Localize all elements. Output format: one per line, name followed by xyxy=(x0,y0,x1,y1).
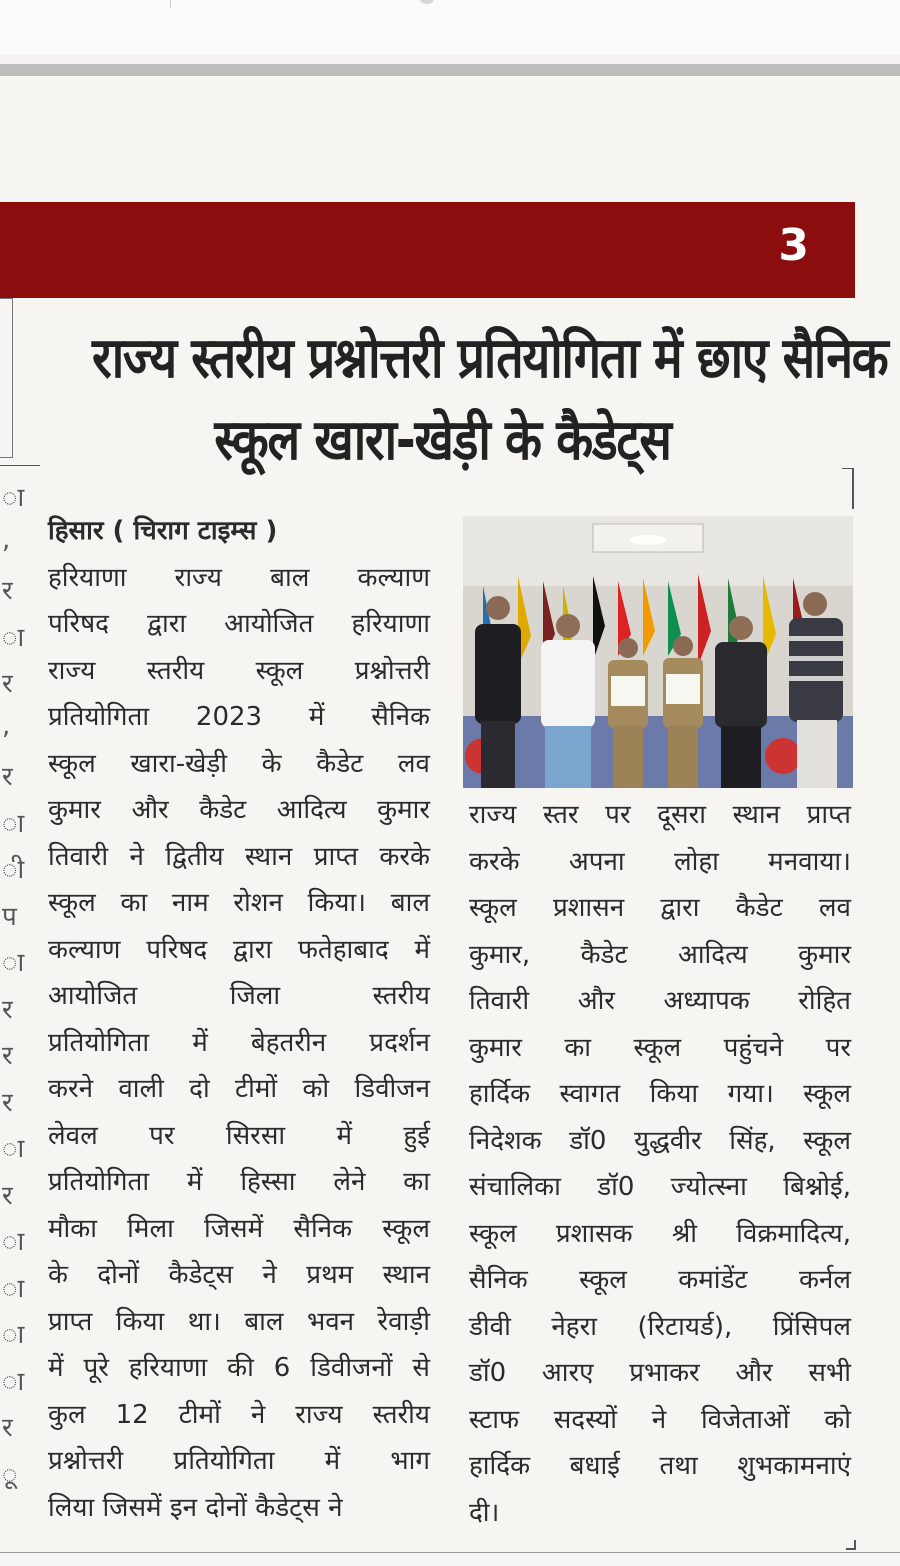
dateline: हिसार ( चिराग टाइम्स ) xyxy=(48,516,278,546)
adjacent-article-box xyxy=(0,298,13,458)
article-text-line: मौका मिला जिसमें सैनिक स्कूल xyxy=(48,1213,430,1244)
page-bottom-rule xyxy=(0,1552,900,1553)
headline-rule xyxy=(0,465,40,466)
headline-line-1: राज्य स्तरीय प्रश्नोत्तरी प्रतियोगिता में छाए सैनिक xyxy=(92,326,888,391)
toolbar-divider xyxy=(170,0,171,8)
article-text-line: दी। xyxy=(469,1497,500,1528)
adjacent-column-glyph: ा xyxy=(2,1320,25,1350)
article-text-line: संचालिका डॉ0 ज्योत्स्ना बिश्नोई, xyxy=(469,1172,851,1202)
headline-line-2: स्कूल खारा-खेड़ी के कैडेट्स xyxy=(214,408,671,473)
page-header-banner xyxy=(0,202,855,298)
article-text-line: स्कूल का नाम रोशन किया। बाल xyxy=(48,888,430,918)
adjacent-column-glyph: ा xyxy=(2,1227,25,1257)
adjacent-column-glyph: र xyxy=(2,669,13,699)
article-text-line: स्कूल प्रशासन द्वारा कैडेट लव xyxy=(469,893,851,923)
adjacent-column-glyph: र xyxy=(2,1041,13,1071)
adjacent-column-glyph: ा xyxy=(2,1134,25,1164)
article-column-1 xyxy=(48,508,430,1531)
adjacent-column-glyph: ा xyxy=(2,483,25,513)
toolbar-indicator xyxy=(420,0,434,4)
adjacent-column-glyph: ा xyxy=(2,622,25,653)
article-text-line: तिवारी और अध्यापक रोहित xyxy=(469,986,851,1016)
article-text-line: परिषद द्वारा आयोजित हरियाणा xyxy=(48,609,430,639)
article-text-line: डॉ0 आरए प्रभाकर और सभी xyxy=(469,1358,851,1388)
article-text-line: डीवी नेहरा (रिटायर्ड), प्रिंसिपल xyxy=(469,1311,851,1342)
top-separator xyxy=(0,64,900,76)
adjacent-column-glyph: र xyxy=(2,1180,13,1211)
article-text-line: हरियाणा राज्य बाल कल्याण xyxy=(48,562,430,593)
article-text-line: लेवल पर सिरसा में हुई xyxy=(48,1120,430,1151)
article-text-line: कुमार का स्कूल पहुंचने पर xyxy=(469,1032,851,1063)
adjacent-column-glyph: र xyxy=(2,1087,13,1118)
article-text-line: हार्दिक बधाई तथा शुभकामनाएं xyxy=(469,1451,851,1481)
adjacent-column-glyph: ा xyxy=(2,1366,25,1397)
adjacent-column-glyph: र xyxy=(2,576,13,606)
adjacent-column-glyph: ा xyxy=(2,948,25,978)
article-text-line: कुमार और कैडेट आदित्य कुमार xyxy=(48,795,430,825)
article-text-line: कुमार, कैडेट आदित्य कुमार xyxy=(469,939,851,970)
article-text-line: में पूरे हरियाणा की 6 डिवीजनों से xyxy=(48,1353,430,1383)
article-text-line: तिवारी ने द्वितीय स्थान प्राप्त करके xyxy=(48,841,430,872)
article-photo xyxy=(463,516,853,788)
adjacent-column-glyph: , xyxy=(2,710,11,741)
article-text-line: प्रतियोगिता में बेहतरीन प्रदर्शन xyxy=(48,1027,430,1058)
article-text-line: कल्याण परिषद द्वारा फतेहाबाद में xyxy=(48,934,430,965)
article-text-line: कुल 12 टीमों ने राज्य स्तरीय xyxy=(48,1399,430,1430)
adjacent-column-glyph: प xyxy=(2,901,17,932)
article-text-line: स्टाफ सदस्यों ने विजेताओं को xyxy=(469,1404,851,1435)
page-number: 3 xyxy=(778,220,809,271)
article-text-line: राज्य स्तर पर दूसरा स्थान प्राप्त xyxy=(469,800,851,830)
adjacent-column-glyph: ू xyxy=(2,1459,18,1490)
article-text-line: आयोजित जिला स्तरीय xyxy=(48,981,430,1011)
adjacent-column-glyph: ी xyxy=(2,855,25,885)
adjacent-column-glyph: र xyxy=(2,762,13,792)
article-column-2 xyxy=(469,792,851,1536)
article-text-line: करने वाली दो टीमों को डिवीजन xyxy=(48,1074,430,1104)
article-text-line: स्कूल खारा-खेड़ी के कैडेट लव xyxy=(48,748,430,779)
adjacent-column-glyph: ा xyxy=(2,1273,25,1304)
article-headline xyxy=(92,318,888,482)
article-text-line: स्कूल प्रशासक श्री विक्रमादित्य, xyxy=(469,1218,851,1249)
article-text-line: प्रश्नोत्तरी प्रतियोगिता में भाग xyxy=(48,1446,430,1476)
article-text-line: प्रतियोगिता में हिस्सा लेने का xyxy=(48,1167,430,1197)
app-top-bar xyxy=(0,0,900,55)
article-text-line: लिया जिसमें इन दोनों कैडेट्स ने xyxy=(48,1492,343,1523)
article-text-line: प्रतियोगिता 2023 में सैनिक xyxy=(48,702,430,732)
article-text-line: निदेशक डॉ0 युद्धवीर सिंह, स्कूल xyxy=(469,1125,851,1156)
article-text-line: करके अपना लोहा मनवाया। xyxy=(469,846,851,877)
adjacent-column-glyph: ा xyxy=(2,808,25,839)
article-text-line: राज्य स्तरीय स्कूल प्रश्नोत्तरी xyxy=(48,655,430,686)
adjacent-column-fragment xyxy=(0,478,25,1518)
column-end-mark xyxy=(846,1540,856,1550)
headline-bracket xyxy=(842,468,854,509)
article-text-line: हार्दिक स्वागत किया गया। स्कूल xyxy=(469,1079,851,1109)
adjacent-column-glyph: र xyxy=(2,1413,13,1443)
adjacent-column-glyph: , xyxy=(2,524,11,555)
article-text-line: प्राप्त किया था। बाल भवन रेवाड़ी xyxy=(48,1306,430,1337)
article-text-line: सैनिक स्कूल कमांडेंट कर्नल xyxy=(469,1265,851,1295)
article-text-line: के दोनों कैडेट्स ने प्रथम स्थान xyxy=(48,1260,430,1290)
adjacent-column-glyph: र xyxy=(2,994,13,1025)
